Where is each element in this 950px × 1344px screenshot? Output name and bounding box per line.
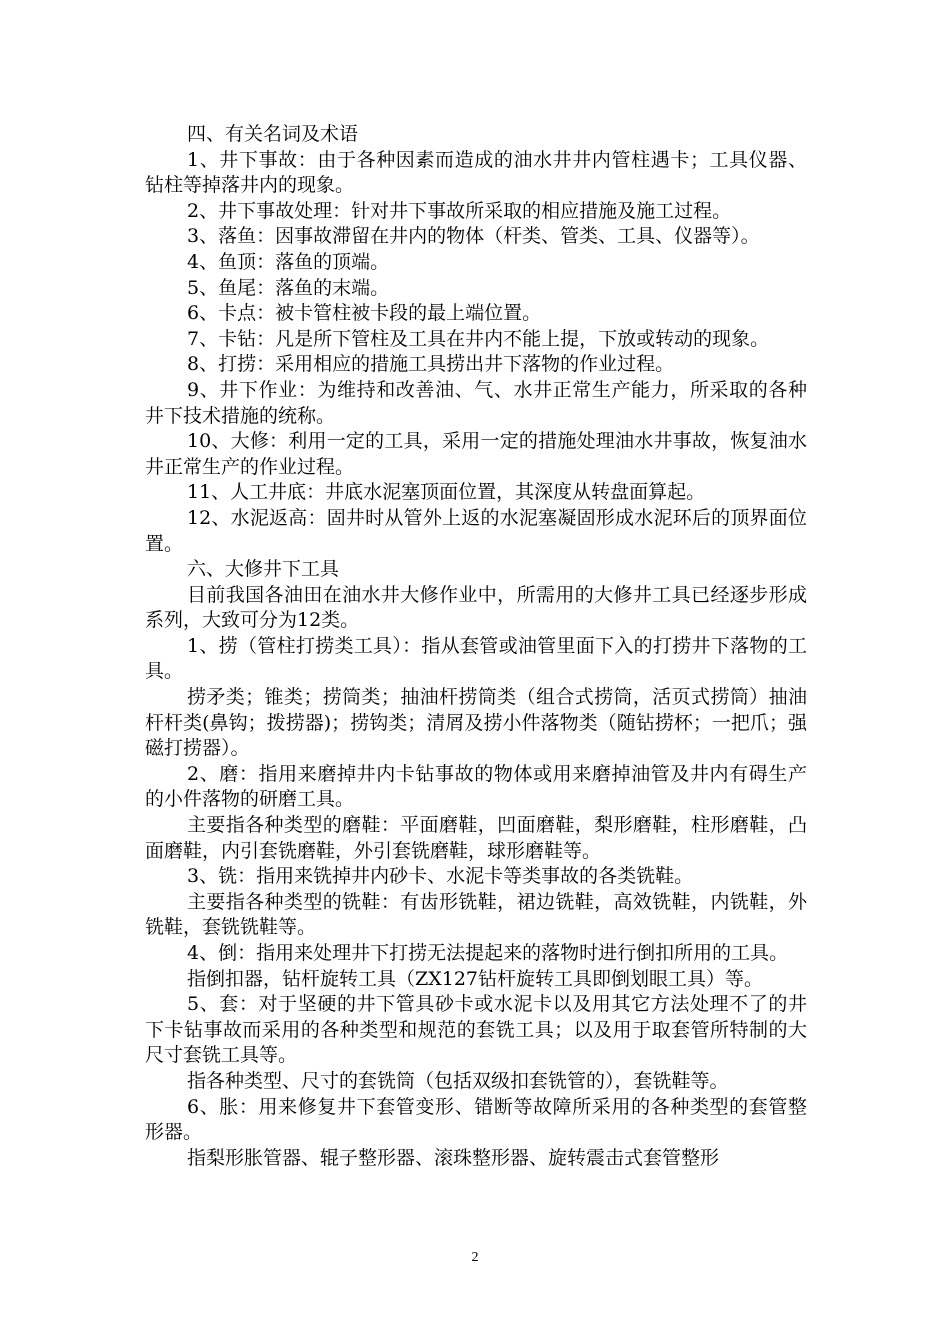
paragraph: 捞矛类；锥类；捞筒类；抽油杆捞筒类（组合式捞筒，活页式捞筒）抽油杆杆类(鼻钩；拨捞器)；捞钩类；清屑及捞小件落物类（随钻捞杯；一把爪；强磁打捞器）。 xyxy=(145,686,807,760)
paragraph: 6、卡点：被卡管柱被卡段的最上端位置。 xyxy=(187,302,542,325)
paragraph: 1、捞（管柱打捞类工具）：指从套管或油管里面下入的打捞井下落物的工具。 xyxy=(145,634,807,683)
paragraph: 10、大修：利用一定的工具，采用一定的措施处理油水井事故，恢复油水井正常生产的作业过程。 xyxy=(145,430,807,478)
paragraph: 2、井下事故处理：针对井下事故所采取的相应措施及施工过程。 xyxy=(187,199,732,222)
paragraph: 3、铣：指用来铣掉井内砂卡、水泥卡等类事故的各类铣鞋。 xyxy=(187,865,694,888)
paragraph: 主要指各种类型的铣鞋：有齿形铣鞋，裙边铣鞋，高效铣鞋，内铣鞋，外铣鞋，套铣铣鞋等。 xyxy=(145,890,807,939)
paragraph: 主要指各种类型的磨鞋：平面磨鞋，凹面磨鞋，梨形磨鞋，柱形磨鞋，凸面磨鞋，内引套铣磨鞋，外引套铣磨鞋，球形磨鞋等。 xyxy=(145,814,807,862)
paragraph: 2、磨：指用来磨掉井内卡钻事故的物体或用来磨掉油管及井内有碍生产的小件落物的研磨工具。 xyxy=(145,762,807,811)
heading-terms: 四、有关名词及术语 xyxy=(187,123,359,145)
heading-tools: 六、大修井下工具 xyxy=(187,558,340,581)
paragraph: 6、胀：用来修复井下套管变形、错断等故障所采用的各种类型的套管整形器。 xyxy=(145,1095,807,1144)
paragraph: 指梨形胀管器、辊子整形器、滚珠整形器、旋转震击式套管整形 xyxy=(187,1146,720,1169)
paragraph: 8、打捞：采用相应的措施工具捞出井下落物的作业过程。 xyxy=(187,353,675,376)
document-body xyxy=(145,122,807,1171)
paragraph: 目前我国各油田在油水井大修作业中，所需用的大修井工具已经逐步形成系列，大致可分为12类。 xyxy=(145,583,807,632)
paragraph: 12、水泥返高：固井时从管外上返的水泥塞凝固形成水泥环后的顶界面位置。 xyxy=(145,506,807,555)
paragraph: 5、套：对于坚硬的井下管具砂卡或水泥卡以及用其它方法处理不了的井下卡钻事故而采用的各种类型和规范的套铣工具；以及用于取套管所特制的大尺寸套铣工具等。 xyxy=(145,993,807,1067)
paragraph: 指倒扣器，钻杆旋转工具（ZX127钻杆旋转工具即倒划眼工具）等。 xyxy=(187,967,763,990)
paragraph: 1、井下事故：由于各种因素而造成的油水井井内管柱遇卡；工具仪器、钻柱等掉落井内的现象。 xyxy=(145,148,807,197)
paragraph: 5、鱼尾：落鱼的末端。 xyxy=(187,276,390,299)
paragraph: 9、井下作业：为维持和改善油、气、水井正常生产能力，所采取的各种井下技术措施的统称。 xyxy=(145,378,807,427)
paragraph: 7、卡钻：凡是所下管柱及工具在井内不能上提，下放或转动的现象。 xyxy=(187,327,770,350)
paragraph: 3、落鱼：因事故滞留在井内的物体（杆类、管类、工具、仪器等）。 xyxy=(187,225,760,248)
paragraph: 11、人工井底：井底水泥塞顶面位置，其深度从转盘面算起。 xyxy=(187,481,706,504)
page-number: 2 xyxy=(471,1250,479,1265)
paragraph: 4、倒：指用来处理井下打捞无法提起来的落物时进行倒扣所用的工具。 xyxy=(187,942,789,964)
paragraph: 4、鱼顶：落鱼的顶端。 xyxy=(187,250,390,273)
paragraph: 指各种类型、尺寸的套铣筒（包括双级扣套铣管的），套铣鞋等。 xyxy=(187,1069,729,1092)
